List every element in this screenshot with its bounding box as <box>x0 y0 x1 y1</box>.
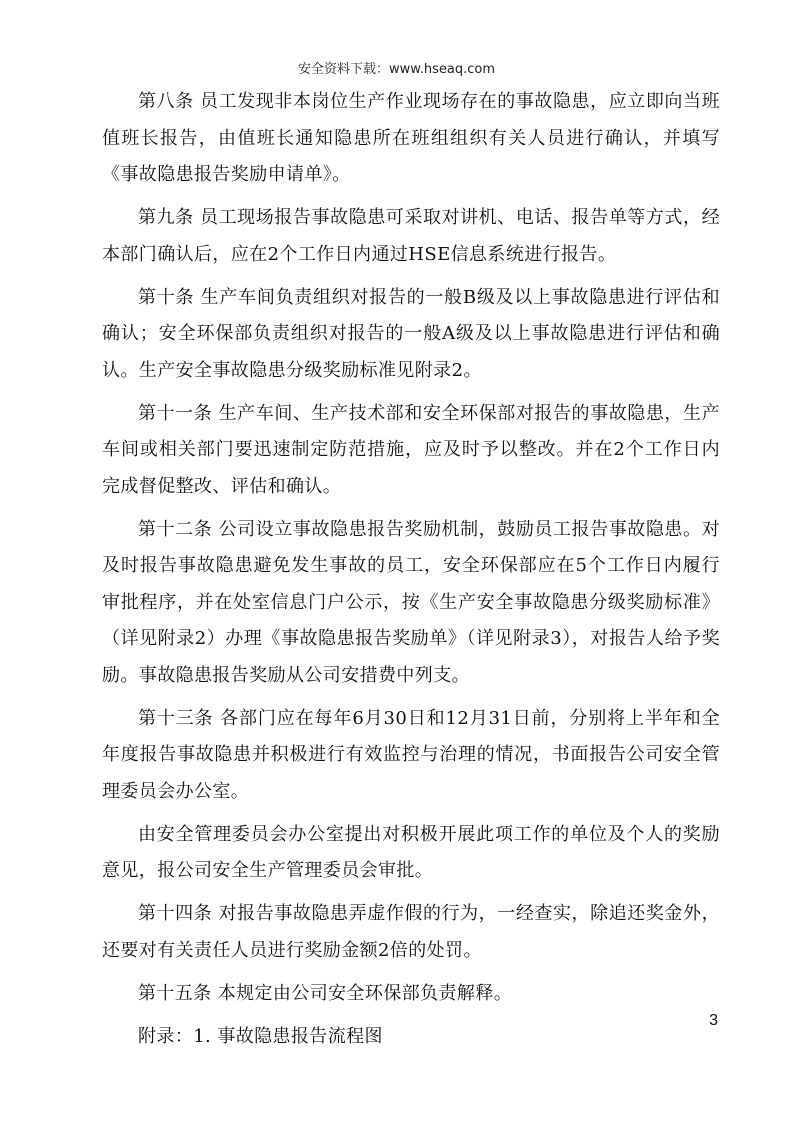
article-12-paragraph: 第十二条 公司设立事故隐患报告奖励机制，鼓励员工报告事故隐患。对及时报告事故隐患避免发生事故的员工，安全环保部应在5个工作日内履行审批程序，并在处室信息门户公示，按《生产安全事故隐患分级奖励标准》（详见附录2）办理《事故隐患报告奖励单》（详见附录3），对报告人给予奖励。事故隐患报告奖励从公司安措费中列支。 <box>102 518 720 686</box>
article-14-paragraph: 第十四条 对报告事故隐患弄虚作假的行为，一经查实，除追还奖金外，还要对有关责任人员进行奖励金额2倍的处罚。 <box>102 903 720 961</box>
page-number: 3 <box>709 1012 718 1029</box>
article-13-followup-paragraph: 由安全管理委员会办公室提出对积极开展此项工作的单位及个人的奖励意见，报公司安全生产管理委员会审批。 <box>102 823 720 881</box>
article-8-paragraph: 第八条 员工发现非本岗位生产作业现场存在的事故隐患，应立即向当班值班长报告，由值班长通知隐患所在班组组织有关人员进行确认，并填写《事故隐患报告奖励申请单》。 <box>102 91 720 185</box>
page-header: 安全资料下载：www.hseaq.com <box>298 62 495 77</box>
article-13-paragraph: 第十三条 各部门应在每年6月30日和12月31日前，分别将上半年和全年度报告事故隐患并积极进行有效监控与治理的情况，书面报告公司安全管理委员会办公室。 <box>102 707 720 802</box>
article-15-paragraph: 第十五条 本规定由公司安全环保部负责解释。 <box>138 982 513 1004</box>
appendix-paragraph: 附录：1. 事故隐患报告流程图 <box>138 1025 383 1047</box>
document-body <box>102 84 720 1062</box>
article-10-paragraph: 第十条 生产车间负责组织对报告的一般B级及以上事故隐患进行评估和确认；安全环保部负责组织对报告的一般A级及以上事故隐患进行评估和确认。生产安全事故隐患分级奖励标准见附录2。 <box>102 286 720 381</box>
article-9-paragraph: 第九条 员工现场报告事故隐患可采取对讲机、电话、报告单等方式，经本部门确认后，应在2个工作日内通过HSE信息系统进行报告。 <box>102 207 720 265</box>
article-11-paragraph: 第十一条 生产车间、生产技术部和安全环保部对报告的事故隐患，生产车间或相关部门要迅速制定防范措施，应及时予以整改。并在2个工作日内完成督促整改、评估和确认。 <box>102 402 720 497</box>
